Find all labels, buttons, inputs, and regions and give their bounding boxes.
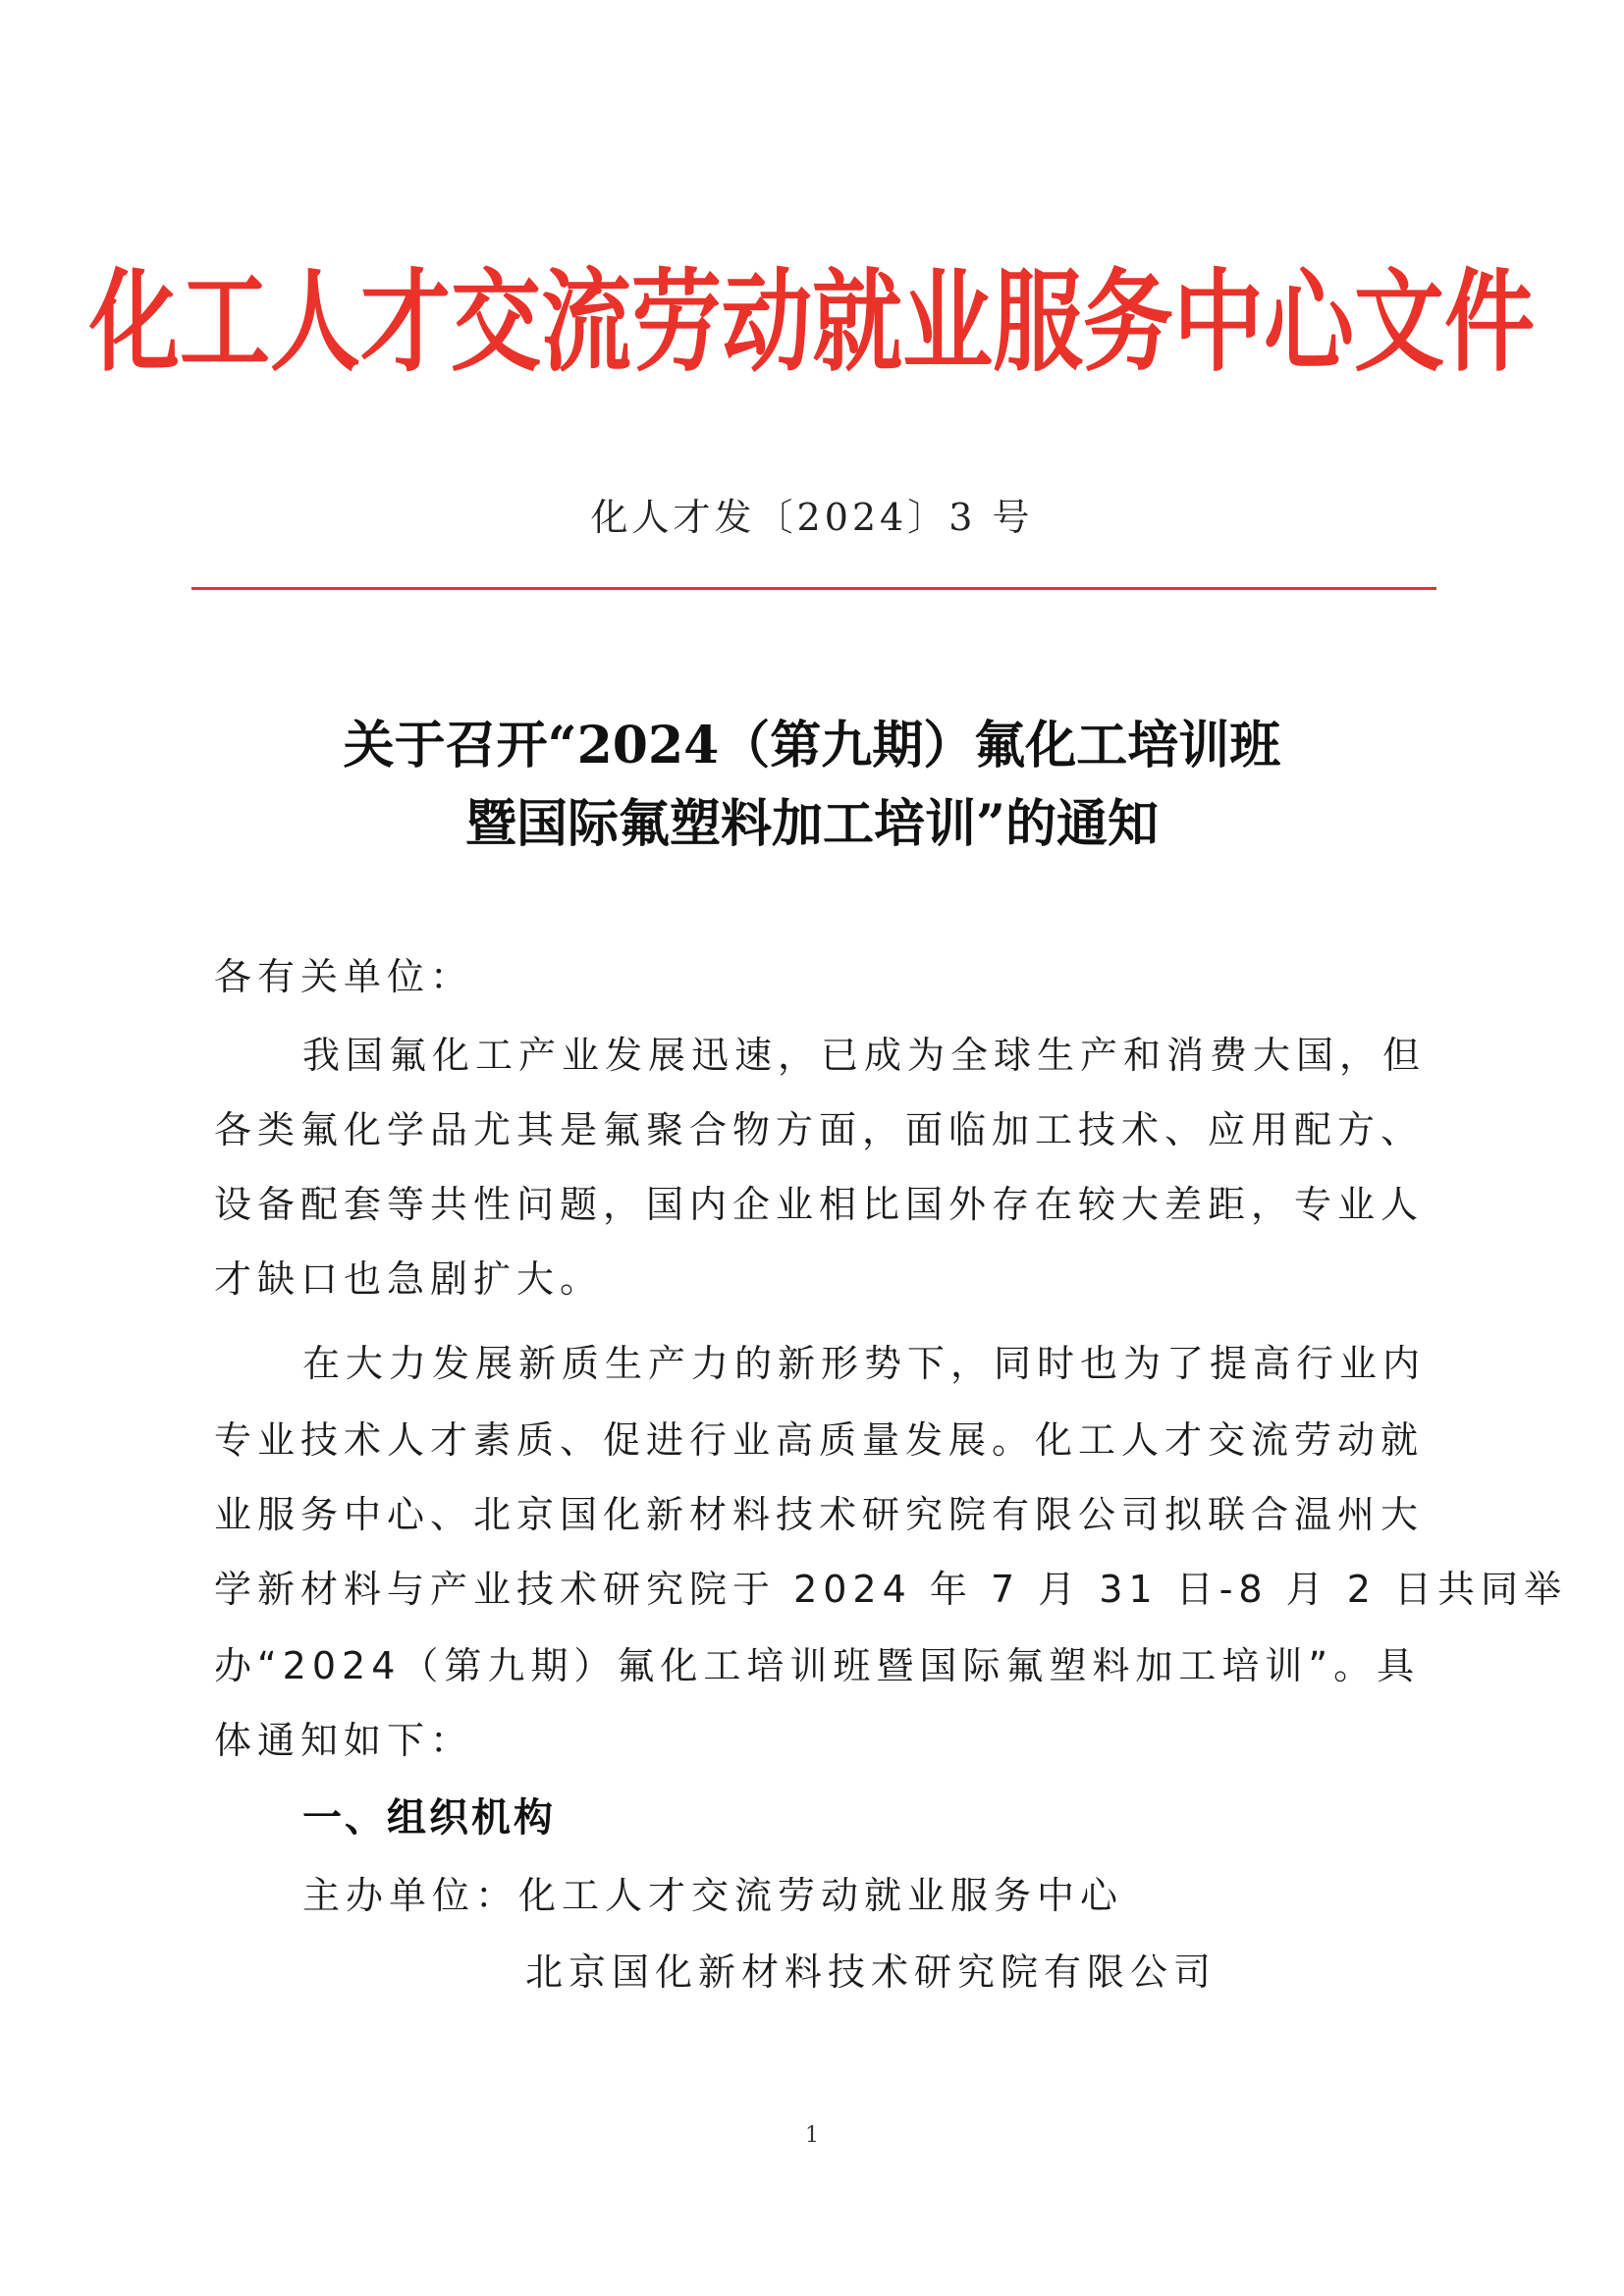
paragraph-2-line-6: 体通知如下：	[214, 1719, 474, 1762]
notice-title-line-2: 暨国际氟塑料加工培训”的通知	[465, 794, 1159, 854]
organizer-name-1: 化工人才交流劳动就业服务中心	[518, 1874, 1124, 1917]
section-heading-organization: 一、组织机构	[302, 1795, 556, 1841]
organizer-label: 主办单位：	[302, 1874, 519, 1917]
document-number: 化人才发〔2024〕3 号	[590, 496, 1034, 539]
salutation: 各有关单位：	[214, 955, 474, 998]
page-number: 1	[805, 2123, 819, 2148]
paragraph-2-line-2: 专业技术人才素质、促进行业高质量发展。化工人才交流劳动就	[214, 1418, 1425, 1462]
paragraph-1-line-2: 各类氟化学品尤其是氟聚合物方面，面临加工技术、应用配方、	[214, 1108, 1425, 1151]
paragraph-2-line-1: 在大力发展新质生产力的新形势下，同时也为了提高行业内	[302, 1342, 1427, 1385]
notice-title-line-1: 关于召开“2024（第九期）氟化工培训班	[343, 716, 1281, 775]
organizer-line	[302, 1871, 1123, 1920]
issuing-office-title: 化工人才交流劳动就业服务中心文件	[88, 258, 1535, 387]
paragraph-1-line-4: 才缺口也急剧扩大。	[214, 1257, 604, 1301]
red-divider	[191, 587, 1436, 590]
organizer-name-2: 北京国化新材料技术研究院有限公司	[525, 1950, 1218, 1994]
paragraph-1-line-3: 设备配套等共性问题，国内企业相比国外存在较大差距，专业人	[214, 1183, 1425, 1226]
paragraph-1-line-1: 我国氟化工产业发展迅速，已成为全球生产和消费大国，但	[302, 1034, 1427, 1077]
paragraph-2-line-5: 办“2024（第九期）氟化工培训班暨国际氟塑料加工培训”。具	[214, 1644, 1421, 1687]
paragraph-2-line-4: 学新材料与产业技术研究院于 2024 年 7 月 31 日-8 月 2 日共同举	[214, 1568, 1568, 1611]
paragraph-2-line-3: 业服务中心、北京国化新材料技术研究院有限公司拟联合温州大	[214, 1493, 1425, 1536]
